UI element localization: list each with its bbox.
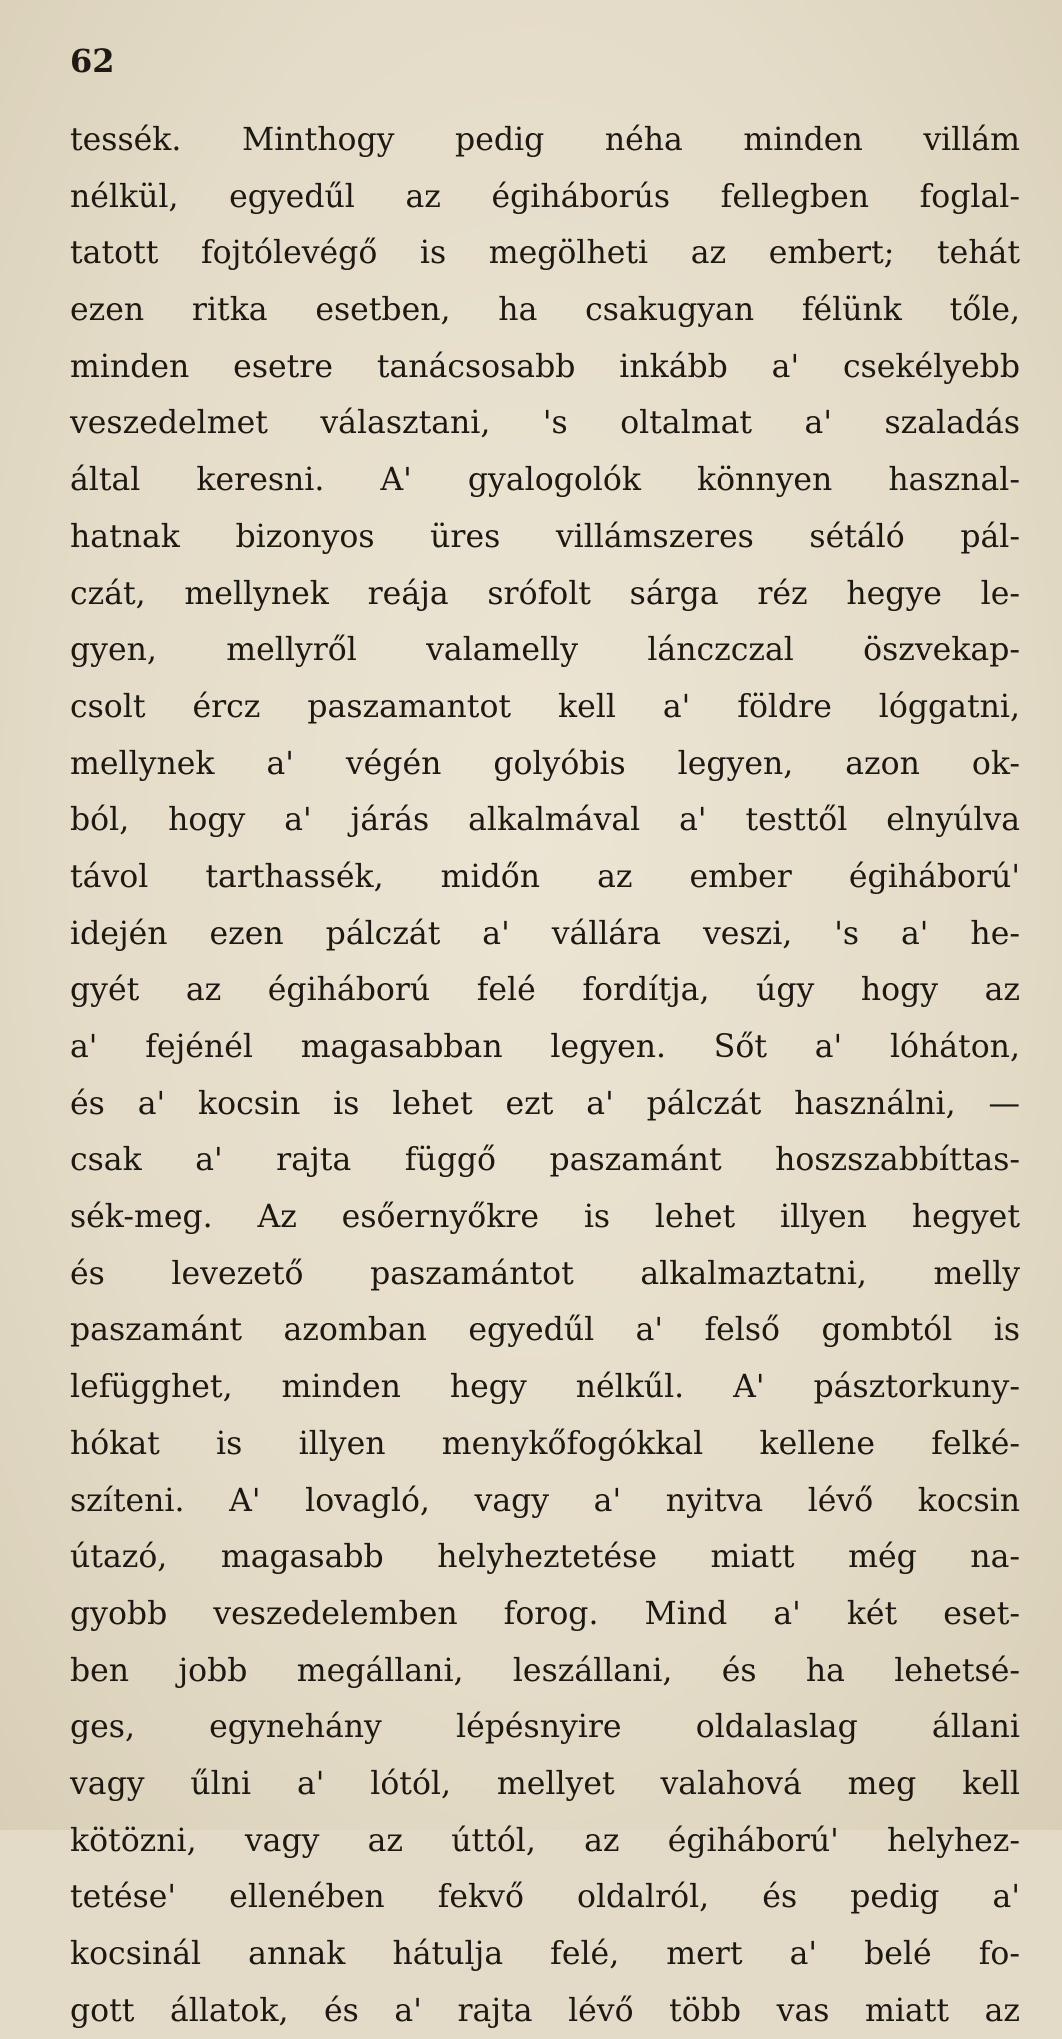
text-line: hókat is illyen menykőfogókkal kellene felké- bbox=[70, 1425, 1020, 1462]
text-line: gyét az égiháború felé fordítja, úgy hogy az bbox=[70, 972, 1020, 1009]
text-line: csolt ércz paszamantot kell a' földre lóggatni, bbox=[70, 688, 1020, 725]
page-number: 62 bbox=[70, 42, 115, 80]
text-line: czát, mellynek reája srófolt sárga réz hegye le- bbox=[70, 575, 1020, 612]
text-line: mellynek a' végén golyóbis legyen, azon ok- bbox=[70, 745, 1020, 782]
text-line: sék-meg. Az esőernyőkre is lehet illyen hegyet bbox=[70, 1199, 1020, 1236]
text-line: tatott fojtólevégő is megölheti az embert; tehát bbox=[70, 235, 1020, 272]
text-line: szíteni. A' lovagló, vagy a' nyitva lévő kocsin bbox=[70, 1482, 1020, 1519]
text-line: paszamánt azomban egyedűl a' felső gombtól is bbox=[70, 1312, 1020, 1349]
text-line: tessék. Minthogy pedig néha minden villám bbox=[70, 122, 1020, 158]
text-line: ben jobb megállani, leszállani, és ha lehetsé- bbox=[70, 1652, 1020, 1689]
text-line: kocsinál annak hátulja felé, mert a' belé fo- bbox=[70, 1936, 1020, 1972]
text-line: kötözni, vagy az úttól, az égiháború' helyhez- bbox=[70, 1822, 1020, 1859]
text-line: minden esetre tanácsosabb inkább a' csekélyebb bbox=[70, 348, 1020, 385]
text-line: és levezető paszamántot alkalmaztatni, melly bbox=[70, 1255, 1020, 1292]
text-line: vagy űlni a' lótól, mellyet valahová meg kell bbox=[70, 1765, 1020, 1802]
text-line: tetése' ellenében fekvő oldalról, és pedig a' bbox=[70, 1879, 1020, 1916]
text-line: gyobb veszedelemben forog. Mind a' két eset- bbox=[70, 1595, 1020, 1632]
text-line: ezen ritka esetben, ha csakugyan félünk tőle, bbox=[70, 292, 1020, 329]
text-line: gyen, mellyről valamelly lánczczal öszvekap- bbox=[70, 632, 1020, 669]
text-line: lefügghet, minden hegy nélkűl. A' pásztorkuny- bbox=[70, 1369, 1020, 1406]
text-line: által keresni. A' gyalogolók könnyen hasznal- bbox=[70, 462, 1020, 499]
text-line: és a' kocsin is lehet ezt a' pálczát használni, — bbox=[70, 1085, 1020, 1122]
body-text bbox=[70, 112, 1020, 2039]
text-line: távol tarthassék, midőn az ember égiháború' bbox=[70, 858, 1020, 895]
text-line: ges, egynehány lépésnyire oldalaslag állani bbox=[70, 1709, 1020, 1746]
text-line: útazó, magasabb helyheztetése miatt még na- bbox=[70, 1539, 1020, 1576]
text-line: nélkül, egyedűl az égiháborús fellegben foglal- bbox=[70, 178, 1020, 215]
text-line: veszedelmet választani, 's oltalmat a' szaladás bbox=[70, 405, 1020, 442]
text-line: hatnak bizonyos üres villámszeres sétáló pál- bbox=[70, 518, 1020, 555]
text-line: csak a' rajta függő paszamánt hoszszabbíttas- bbox=[70, 1142, 1020, 1179]
text-line: gott állatok, és a' rajta lévő több vas miatt az bbox=[70, 1992, 1020, 2029]
text-line: a' fejénél magasabban legyen. Sőt a' lóháton, bbox=[70, 1029, 1020, 1065]
text-line: idején ezen pálczát a' vállára veszi, 's a' he- bbox=[70, 915, 1020, 952]
text-line: ból, hogy a' járás alkalmával a' testtől elnyúlva bbox=[70, 802, 1020, 839]
